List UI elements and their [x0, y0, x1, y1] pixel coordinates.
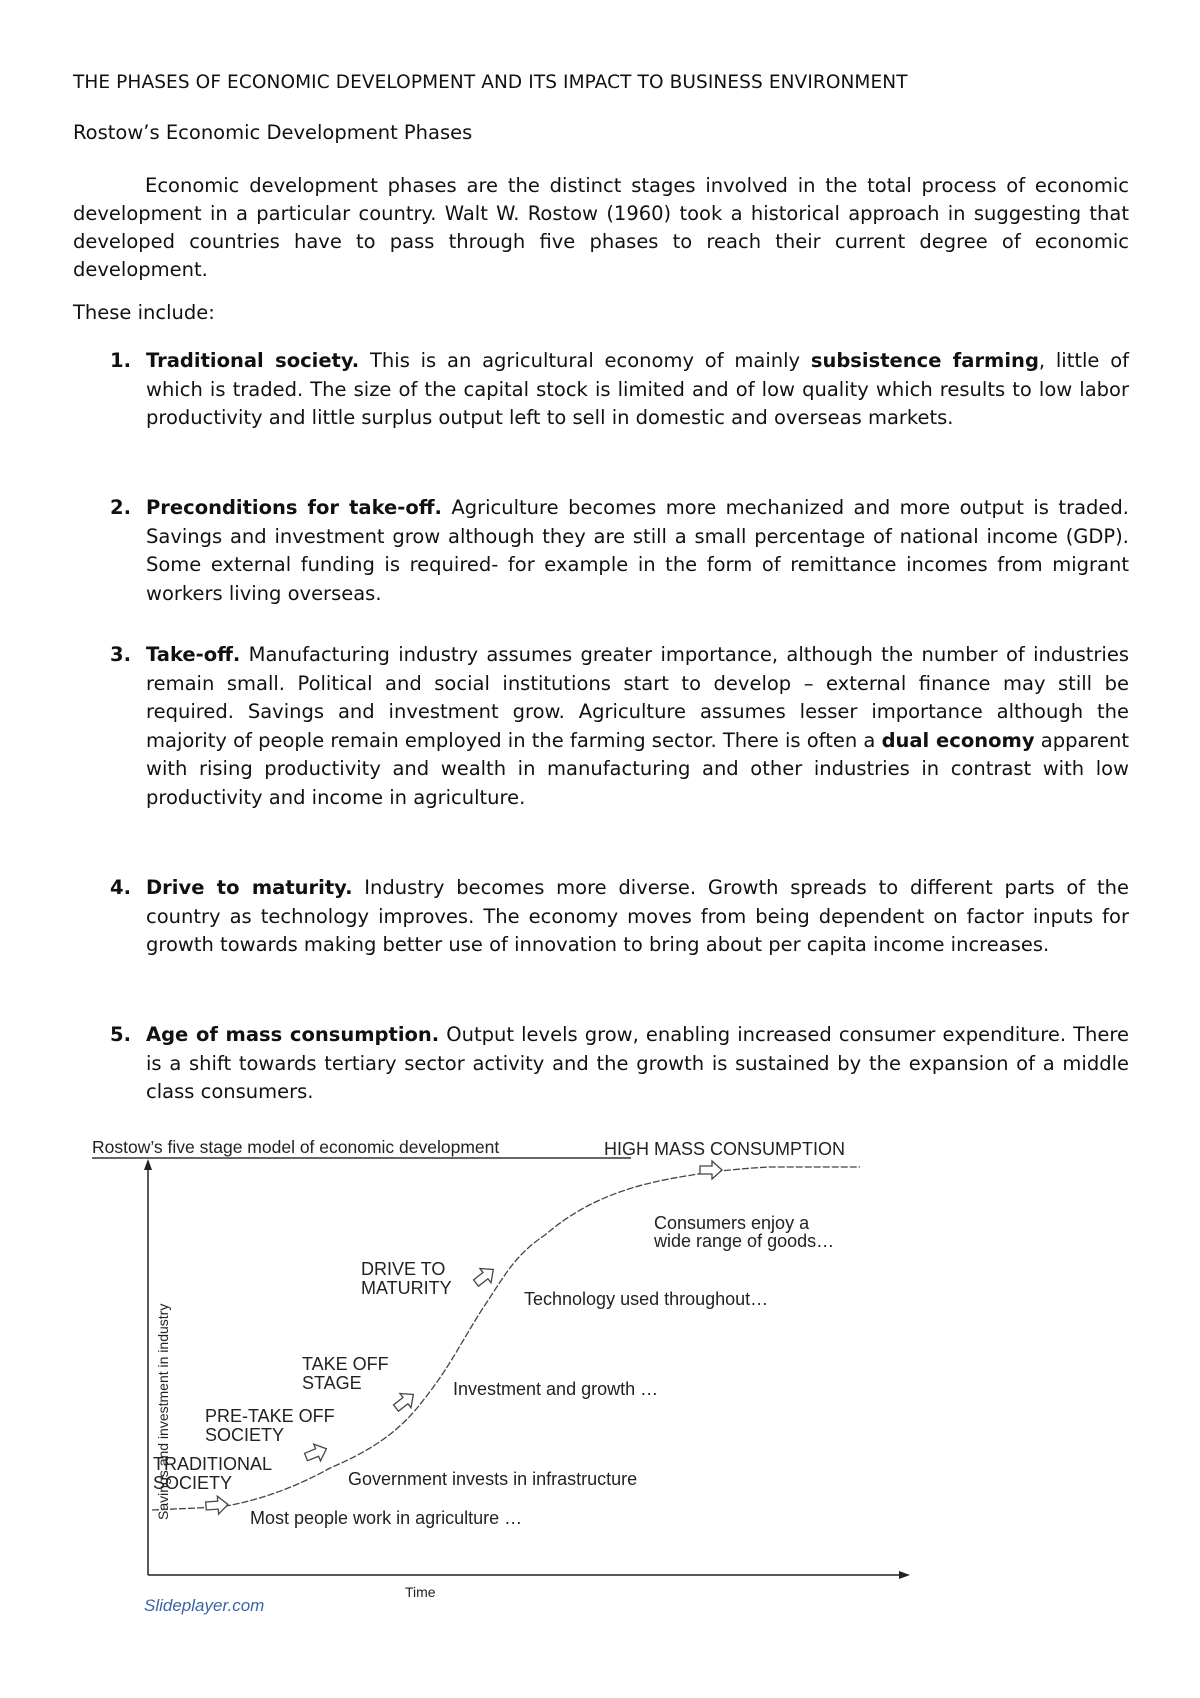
phase-name: Preconditions for take-off.: [146, 496, 442, 519]
phase-name: Traditional society.: [146, 349, 360, 372]
phase-name: Drive to maturity.: [146, 876, 353, 899]
stage-arrow-mass-consumption: [700, 1161, 722, 1179]
phase-key-term: dual economy: [881, 728, 1035, 752]
stage-label-pre-take-off: PRE-TAKE OFF: [205, 1406, 335, 1426]
phase-text: [146, 874, 1129, 960]
stage-note-mass-consumption-line2: wide range of goods…: [654, 1231, 835, 1251]
x-axis-label: Time: [405, 1584, 436, 1600]
phase-number: 1.: [110, 349, 131, 372]
phase-description: Agriculture becomes more mechanized and more output is traded. Savings and investment grow although they are still a small percentage of national income (GDP). Some external funding is required- for example in the form of remittance incomes from migrant workers living overseas.: [146, 496, 1129, 605]
stage-note-traditional: Most people work in agriculture …: [250, 1508, 523, 1528]
phase-number: 5.: [110, 1023, 131, 1046]
figure-title: Rostow’s five stage model of economic development: [92, 1137, 500, 1157]
phase-item-drive-to-maturity: [110, 874, 1129, 960]
stage-arrow-drive-to-maturity: [470, 1262, 498, 1290]
phase-text: [146, 494, 1129, 608]
intro-paragraph: Economic development phases are the distinct stages involved in the total process of economic development in a particular country. Walt W. Rostow (1960) took a historical approach in suggesting that developed countries have to pass through five phases to reach their current degree of economic development.: [73, 174, 1129, 281]
phase-item-mass-consumption: [110, 1021, 1129, 1107]
stage-label-traditional: TRADITIONAL: [153, 1454, 273, 1474]
stage-note-take-off: Investment and growth …: [453, 1379, 659, 1399]
stage-label-traditional-line2: SOCIETY: [153, 1473, 233, 1493]
phase-text: [146, 1021, 1129, 1107]
rostow-diagram: [60, 1125, 960, 1625]
stage-label-take-off: TAKE OFF: [302, 1354, 389, 1374]
stage-label-drive-to-maturity: DRIVE TO: [361, 1259, 446, 1279]
rostow-model-figure: [60, 1125, 960, 1625]
phase-text: [146, 641, 1129, 812]
stage-label-pre-take-off-line2: SOCIETY: [205, 1425, 285, 1445]
phase-number: 2.: [110, 496, 131, 519]
stage-label-mass-consumption: HIGH MASS CONSUMPTION: [604, 1139, 846, 1159]
stage-note-drive-to-maturity: Technology used throughout…: [524, 1289, 769, 1309]
phase-number: 4.: [110, 876, 131, 899]
phase-item-preconditions: [110, 494, 1129, 608]
section-heading: Rostow’s Economic Development Phases: [73, 121, 473, 144]
stage-note-pre-take-off: Government invests in infrastructure: [348, 1469, 638, 1489]
phase-text: [146, 347, 1129, 433]
x-axis-arrowhead: [899, 1571, 910, 1579]
phase-description: This is an agricultural economy of mainly: [359, 349, 811, 372]
phase-item-take-off: [110, 641, 1129, 812]
phase-number: 3.: [110, 643, 131, 666]
y-axis-label: Savings and investment in industry: [155, 1303, 171, 1520]
phase-name: Take-off.: [146, 643, 241, 666]
phase-name: Age of mass consumption.: [146, 1023, 440, 1046]
figure-credit: Slideplayer.com: [144, 1596, 265, 1615]
phase-key-term: subsistence farming: [810, 349, 1039, 372]
stage-label-drive-to-maturity-line2: MATURITY: [361, 1278, 452, 1298]
phase-description: Output levels grow, enabling increased consumer expenditure. There is a shift towards tertiary sector activity and the growth is sustained by the expansion of a middle class consumers.: [146, 1023, 1129, 1103]
list-lead-in: These include:: [73, 301, 215, 324]
phase-description: Industry becomes more diverse. Growth spreads to different parts of the country as technology improves. The economy moves from being dependent on factor inputs for growth towards making better use of innovation to bring about per capita income increases.: [146, 876, 1129, 956]
phase-item-traditional-society: [110, 347, 1129, 433]
y-axis-arrowhead: [144, 1159, 152, 1170]
stage-arrow-pre-take-off: [303, 1440, 330, 1465]
phase-description-cont: , little of which is traded. The size of the capital stock is limited and of low quality which results to low labor productivity and little surplus output left to sell in domestic and overseas markets.: [146, 349, 1130, 429]
phase-description-cont: apparent with rising productivity and wealth in manufacturing and other industries in contrast with low productivity and income in agriculture.: [146, 728, 1129, 809]
stage-note-mass-consumption: Consumers enjoy a: [654, 1213, 810, 1233]
stage-arrow-traditional: [205, 1495, 228, 1514]
phase-description: Manufacturing industry assumes greater importance, although the number of industries remain small. Political and social institutions start to develop – external finance may still be required. Savings and investment grow. Agriculture assumes lesser importance although the majority of people remain employed in the farming sector. There is often a: [146, 643, 1129, 752]
document-title: THE PHASES OF ECONOMIC DEVELOPMENT AND ITS IMPACT TO BUSINESS ENVIRONMENT: [73, 72, 908, 93]
stage-label-take-off-line2: STAGE: [302, 1373, 362, 1393]
